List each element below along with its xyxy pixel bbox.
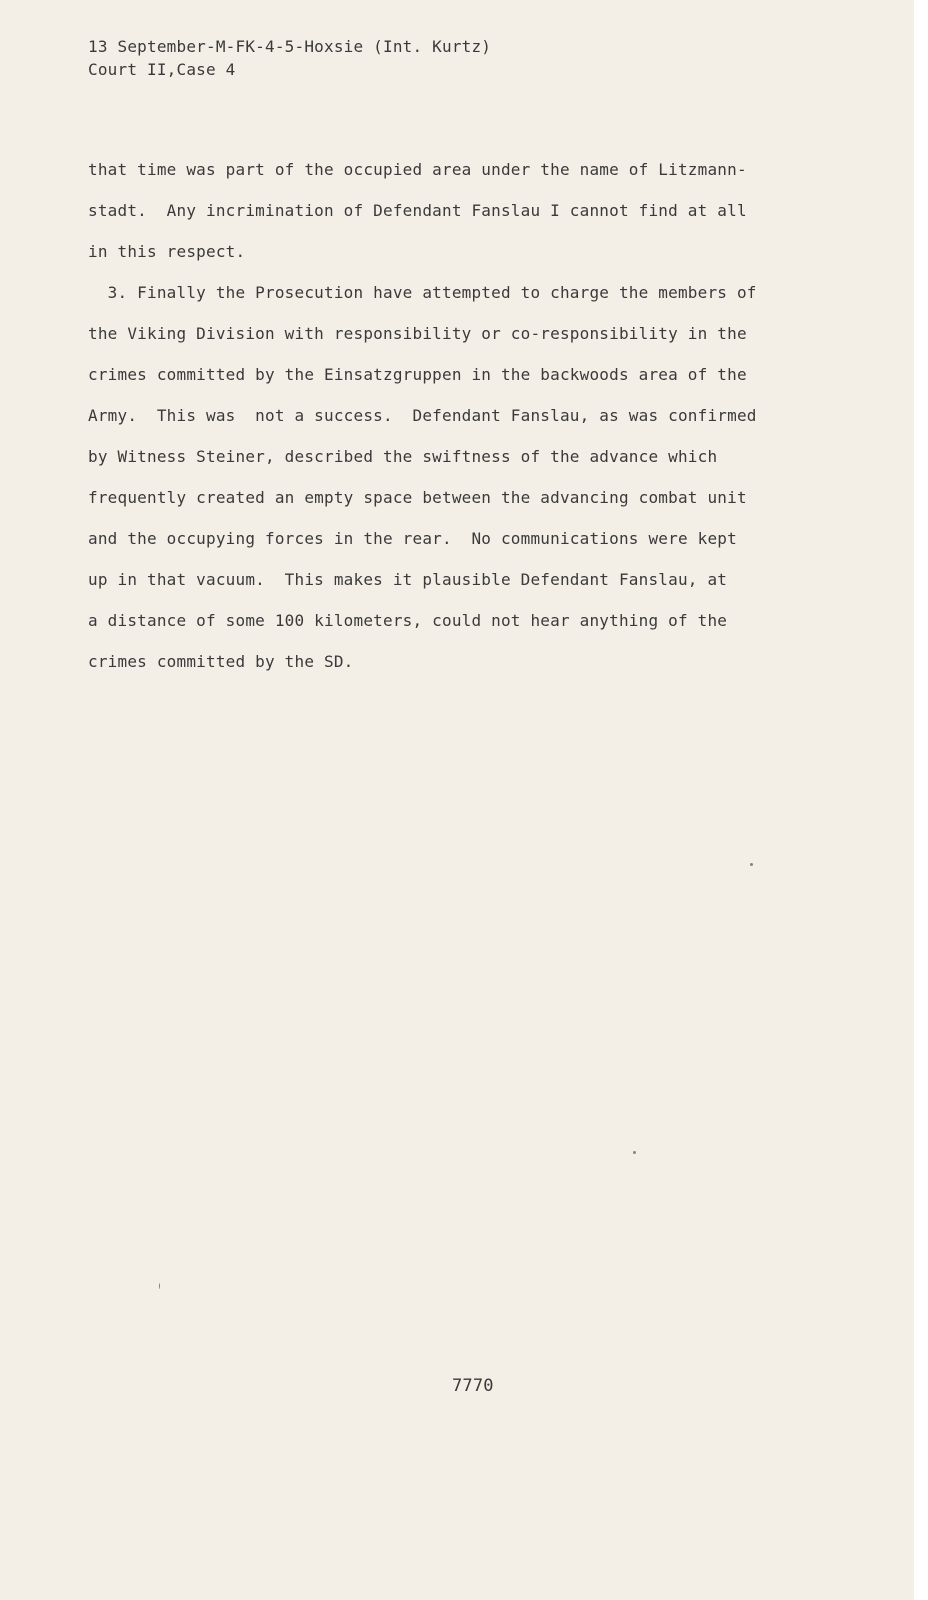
paper-speck <box>750 863 753 866</box>
body-line: a distance of some 100 kilometers, could not hear anything of the <box>88 611 728 630</box>
body-line: by Witness Steiner, described the swiftness of the advance which <box>88 447 718 466</box>
page-number: 7770 <box>452 1376 494 1396</box>
document-header <box>88 35 491 81</box>
body-line: crimes committed by the SD. <box>88 652 354 671</box>
body-line: crimes committed by the Einsatzgruppen in the backwoods area of the <box>88 365 747 384</box>
paper-speck <box>159 1283 160 1289</box>
paper-speck <box>633 1151 636 1154</box>
body-line: 3. Finally the Prosecution have attempted to charge the members of <box>88 283 757 302</box>
body-line: the Viking Division with responsibility or co-responsibility in the <box>88 324 747 343</box>
header-session-line: 13 September-M-FK-4-5-Hoxsie (Int. Kurtz) <box>88 37 492 56</box>
body-line: Army. This was not a success. Defendant Fanslau, as was confirmed <box>88 406 757 425</box>
body-line: up in that vacuum. This makes it plausible Defendant Fanslau, at <box>88 570 728 589</box>
body-line: frequently created an empty space between the advancing combat unit <box>88 488 747 507</box>
body-line: and the occupying forces in the rear. No communications were kept <box>88 529 737 548</box>
body-line: stadt. Any incrimination of Defendant Fanslau I cannot find at all <box>88 201 747 220</box>
body-line: in this respect. <box>88 242 246 261</box>
header-case-line: Court II,Case 4 <box>88 60 236 79</box>
body-line: that time was part of the occupied area under the name of Litzmann- <box>88 160 747 179</box>
